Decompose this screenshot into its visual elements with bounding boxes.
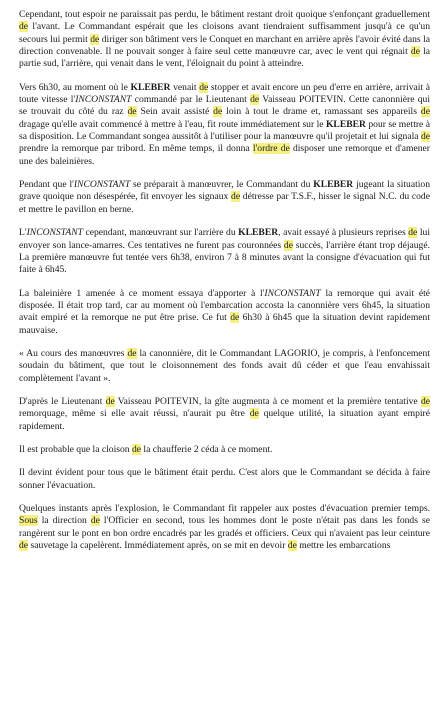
highlighted-word: de: [420, 106, 430, 118]
highlighted-word: de: [287, 540, 297, 552]
highlighted-word: Sous: [19, 515, 38, 527]
text-run: « Au cours des manœuvres: [19, 347, 128, 359]
highlighted-word: de: [105, 395, 115, 407]
text-run: D'après le Lieutenant: [19, 395, 106, 407]
ship-name-italic: INCONSTANT: [26, 227, 83, 239]
paragraph: [19, 503, 430, 552]
text-run: l'Officier en second, tous les hommes dont le poste n'était pas dans les fonds se rangèrent sur le pont en bon ordre encadrés par les gradés et officiers. Ceux qui n'avaient pas leur ceinture: [19, 515, 430, 539]
text-run: venait: [170, 81, 200, 93]
text-run: la partie sud, l'arrière, qui venait dans le vent, l'éloignait du point à atteindre.: [19, 46, 430, 70]
text-run: se préparait à manœuvrer, le Commandant du: [130, 179, 314, 191]
text-run: la direction: [37, 515, 91, 527]
highlighted-word: de: [420, 395, 430, 407]
ship-name-italic: INCONSTANT: [264, 287, 321, 299]
highlighted-word: de: [420, 131, 430, 143]
text-run: la canonnière, dit le Commandant LAGORIO, je compris, à l'enfoncement soudain du bâtiment, que tout le cloisonnement des fonds avait dû céder et que l'eau envahissait complètement l'avant ».: [19, 347, 431, 384]
ship-name-bold: KLEBER: [130, 81, 171, 93]
text-run: jugeant la situation grave quoique non désespérée, fit envoyer les signaux: [19, 179, 430, 203]
highlighted-word: de: [19, 540, 29, 552]
highlighted-word: de: [90, 33, 100, 45]
highlighted-word: de: [131, 443, 142, 455]
text-run: commandé par le Lieutenant: [131, 94, 251, 106]
text-run: mettre les embarcations: [296, 540, 391, 552]
ship-name-italic: INCONSTANT: [73, 179, 131, 191]
text-run: Cependant, tout espoir ne paraissait pas perdu, le bâtiment restant droit quoique s'enfonçant graduellement: [19, 9, 430, 20]
text-run: Vaisseau POITEVIN. Cette canonnière qui se trouvait du côté du raz: [19, 94, 430, 118]
text-run: la chaufferie 2 céda à ce moment.: [141, 443, 273, 455]
paragraph: [19, 82, 430, 168]
text-run: stopper et avait encore un peu d'erre en arrière, arrivait à toute vitesse l': [19, 81, 430, 106]
paragraph: [19, 348, 430, 385]
text-run: cependant, manœuvrant sur l'arrière du: [82, 227, 239, 239]
text-run: 6h30 à 6h45 que la situation devint rapidement mauvaise.: [19, 312, 430, 336]
paragraph: [19, 396, 430, 433]
highlighted-word: de: [19, 21, 29, 33]
paragraph: [19, 227, 430, 276]
text-run: Pendant que l': [19, 179, 74, 191]
text-run: Il est probable que la cloison: [19, 443, 132, 455]
highlighted-word: de: [127, 106, 137, 118]
highlighted-word: de: [90, 515, 100, 527]
text-run: diriger son bâtiment vers le Conquet en marchant en arrière après l'avoir évité dans la direction convenable. Il ne pouvait songer à faire seul cette manœuvre car, avec le vent qui régnait: [19, 33, 430, 58]
text-run: Il devint évident pour tous que le bâtiment était perdu. C'est alors que le Commandant se décida à faire sonner l'évacuation.: [19, 467, 430, 491]
text-run: Vers 6h30, au moment où le: [19, 81, 131, 93]
highlighted-word: l'ordre de: [252, 143, 290, 155]
text-run: succès, l'arrière étant trop déjaugé. La première manœuvre fut tentée vers 6h38, environ 7 à 8 minutes avant la consigne d'évacuation qui fut faite à 6h45.: [19, 239, 431, 276]
text-run: dragage qu'elle avait commencé à mettre à l'eau, fit route immédiatement sur le: [19, 118, 326, 130]
highlighted-word: de: [127, 347, 137, 359]
highlighted-word: de: [410, 46, 420, 58]
text-run: Vaisseau POITEVIN, la gîte augmenta à ce moment et la première tentative: [114, 395, 421, 407]
text-run: Sein avait assisté: [136, 106, 214, 118]
document-body: [19, 9, 430, 552]
text-run: La baleinière 1 amenée à ce moment essaya d'apporter à l': [19, 287, 265, 299]
ship-name-bold: KLEBER: [313, 179, 354, 191]
text-run: lui envoyer son lance-amarres. Ces tentatives ne furent pas couronnées: [19, 227, 430, 251]
text-run: , avait essayé à plusieurs reprises: [278, 227, 409, 239]
text-run: loin à tout le drame et, ramassant ses appareils: [222, 106, 421, 118]
paragraph: [19, 9, 430, 71]
text-run: la remorque qui avait été disposée. Il était trop tard, car au moment où l'embarcation accosta la canonnière vers 6h45, la situation avait empiré et la remorque ne put être prise. Ce fut: [19, 287, 431, 324]
paragraph: [19, 288, 430, 337]
ship-name-bold: KLEBER: [238, 227, 279, 239]
highlighted-word: de: [249, 408, 259, 420]
highlighted-word: de: [199, 81, 209, 93]
text-run: sauvetage la capelèrent. Immédiatement après, on se mit en devoir: [28, 540, 288, 552]
text-run: quelque utilité, la situation ayant empiré rapidement.: [19, 408, 431, 432]
highlighted-word: de: [250, 94, 260, 106]
highlighted-word: de: [283, 239, 293, 251]
highlighted-word: de: [231, 191, 241, 203]
ship-name-bold: KLEBER: [325, 118, 366, 130]
text-run: disposer une remorque et d'amener une des baleinières.: [19, 143, 430, 167]
text-run: détresse par T.S.F., hisser le signal N.C. du code et mettre le pavillon en berne.: [19, 191, 430, 215]
paragraph: [19, 179, 430, 216]
text-run: pour se mettre à sa disposition. Le Commandant songea aussitôt à l'utiliser pour la manœuvre qu'il projetait et lui signala: [19, 118, 430, 143]
paragraph: [19, 444, 430, 456]
text-run: L': [19, 227, 27, 239]
text-run: Quelques instants après l'explosion, le Commandant fit rappeler aux postes d'évacuation premier temps.: [19, 503, 430, 514]
text-run: prendre la remorque par tribord. En même temps, il donna: [19, 143, 253, 155]
highlighted-word: de: [230, 312, 240, 324]
paragraph: [19, 467, 430, 492]
text-run: remorquage, même si elle avait réussi, n'aurait pu être: [19, 408, 250, 420]
ship-name-italic: INCONSTANT: [75, 94, 132, 106]
highlighted-word: de: [408, 227, 418, 239]
text-run: l'avant. Le Commandant espérait que les cloisons avant tiendraient suffisamment jusqu'à ce qu'un secours lui permit: [19, 21, 430, 45]
highlighted-word: de: [213, 106, 223, 118]
